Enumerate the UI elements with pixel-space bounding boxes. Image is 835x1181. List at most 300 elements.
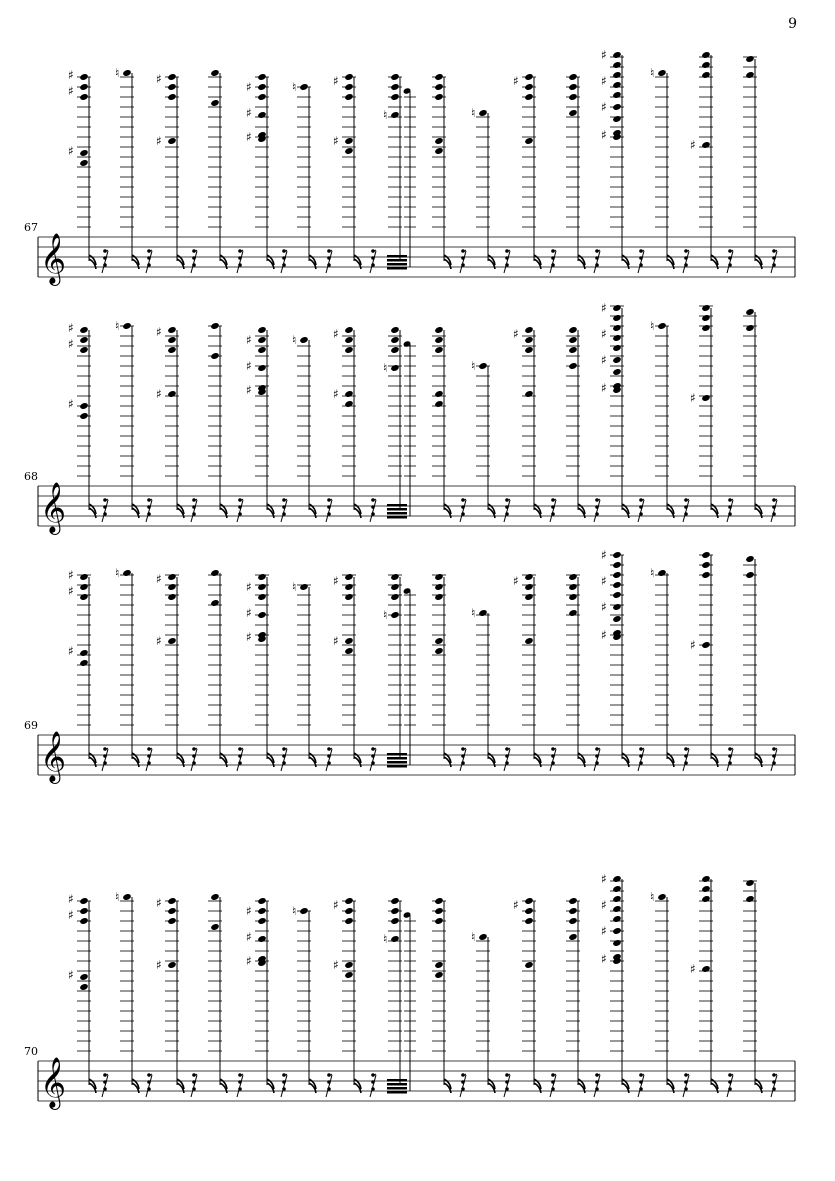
notehead bbox=[257, 93, 266, 101]
notehead bbox=[745, 555, 754, 563]
notehead bbox=[299, 583, 308, 591]
rest-stem bbox=[237, 500, 243, 522]
sharp-accidental: ♯ bbox=[601, 628, 607, 642]
notehead bbox=[745, 55, 754, 63]
notehead bbox=[478, 109, 487, 117]
chord bbox=[115, 566, 139, 767]
notehead bbox=[344, 147, 353, 155]
beam bbox=[387, 1079, 407, 1082]
notehead bbox=[612, 615, 621, 623]
notehead bbox=[612, 61, 621, 69]
notehead bbox=[257, 336, 266, 344]
notehead bbox=[167, 346, 176, 354]
notehead bbox=[167, 336, 176, 344]
chord bbox=[566, 897, 585, 1093]
notehead bbox=[524, 336, 533, 344]
rest-stem bbox=[550, 500, 556, 522]
chord bbox=[471, 606, 495, 767]
treble-clef: 𝄞 bbox=[40, 233, 67, 284]
chord bbox=[292, 580, 316, 767]
notehead bbox=[79, 973, 88, 981]
notehead bbox=[524, 326, 533, 334]
notehead bbox=[478, 362, 487, 370]
sharp-accidental: ♯ bbox=[246, 106, 252, 120]
notehead bbox=[434, 346, 443, 354]
beam bbox=[387, 259, 407, 262]
notehead bbox=[434, 147, 443, 155]
chord bbox=[432, 897, 451, 1093]
beam bbox=[387, 263, 407, 266]
sharp-accidental: ♯ bbox=[333, 387, 339, 401]
rest-stem bbox=[727, 749, 733, 771]
notehead bbox=[167, 93, 176, 101]
notehead bbox=[701, 71, 710, 79]
systems-group bbox=[24, 48, 795, 1110]
sharp-accidental: ♯ bbox=[690, 962, 696, 976]
notehead bbox=[299, 83, 308, 91]
sharp-accidental: ♯ bbox=[513, 327, 519, 341]
notehead bbox=[344, 390, 353, 398]
notehead bbox=[257, 593, 266, 601]
notehead bbox=[257, 326, 266, 334]
notehead bbox=[612, 71, 621, 79]
notehead bbox=[257, 364, 266, 372]
notehead bbox=[568, 573, 577, 581]
rest bbox=[504, 498, 510, 522]
notehead bbox=[612, 571, 621, 579]
rest-stem bbox=[146, 251, 152, 273]
chord bbox=[333, 326, 361, 518]
notehead bbox=[344, 93, 353, 101]
rest bbox=[683, 1073, 689, 1097]
rest-stem bbox=[237, 251, 243, 273]
sharp-accidental: ♯ bbox=[690, 138, 696, 152]
beam bbox=[387, 1083, 407, 1086]
notehead bbox=[524, 593, 533, 601]
rest-stem bbox=[370, 1075, 376, 1097]
rest bbox=[638, 249, 644, 273]
chord bbox=[333, 573, 361, 767]
sharp-accidental: ♯ bbox=[690, 391, 696, 405]
rest-stem bbox=[638, 500, 644, 522]
sharp-accidental: ♯ bbox=[601, 600, 607, 614]
chord bbox=[246, 897, 274, 1093]
notehead bbox=[612, 561, 621, 569]
notehead bbox=[344, 897, 353, 905]
natural-accidental: ♮ bbox=[471, 606, 476, 620]
chord bbox=[513, 573, 541, 767]
rest bbox=[102, 498, 108, 522]
chord bbox=[246, 73, 274, 269]
notehead bbox=[79, 897, 88, 905]
rest-stem bbox=[594, 251, 600, 273]
chord bbox=[513, 326, 541, 518]
notehead bbox=[434, 93, 443, 101]
rest bbox=[460, 1073, 466, 1097]
notehead bbox=[390, 907, 399, 915]
notehead bbox=[701, 561, 710, 569]
rest bbox=[683, 498, 689, 522]
notehead bbox=[257, 111, 266, 119]
notehead bbox=[612, 115, 621, 123]
natural-accidental: ♮ bbox=[650, 890, 655, 904]
chord bbox=[383, 897, 416, 1093]
notehead bbox=[257, 907, 266, 915]
chord bbox=[513, 73, 541, 269]
rest-stem bbox=[727, 251, 733, 273]
notehead bbox=[390, 917, 399, 925]
rest bbox=[550, 747, 556, 771]
notehead bbox=[210, 599, 219, 607]
notehead bbox=[701, 394, 710, 402]
rest-stem bbox=[146, 1075, 152, 1097]
rest-stem bbox=[594, 749, 600, 771]
chord bbox=[115, 66, 139, 269]
notehead bbox=[745, 71, 754, 79]
rest-stem bbox=[102, 500, 108, 522]
sharp-accidental: ♯ bbox=[601, 898, 607, 912]
rest bbox=[771, 1073, 777, 1097]
sharp-accidental: ♯ bbox=[156, 325, 162, 339]
rest-stem bbox=[326, 1075, 332, 1097]
rest-stem bbox=[683, 500, 689, 522]
rest bbox=[237, 498, 243, 522]
rest-stem bbox=[727, 1075, 733, 1097]
notehead bbox=[701, 895, 710, 903]
rest bbox=[638, 747, 644, 771]
notehead bbox=[390, 573, 399, 581]
sharp-accidental: ♯ bbox=[246, 80, 252, 94]
notehead bbox=[434, 961, 443, 969]
notehead bbox=[524, 346, 533, 354]
notehead bbox=[568, 583, 577, 591]
notehead bbox=[167, 73, 176, 81]
rest-stem bbox=[326, 251, 332, 273]
sharp-accidental: ♯ bbox=[156, 134, 162, 148]
notehead bbox=[79, 159, 88, 167]
notehead bbox=[122, 569, 131, 577]
sharp-accidental: ♯ bbox=[513, 574, 519, 588]
notehead bbox=[257, 573, 266, 581]
sharp-accidental: ♯ bbox=[246, 333, 252, 347]
rest bbox=[237, 1073, 243, 1097]
rest-stem bbox=[281, 1075, 287, 1097]
notehead bbox=[612, 885, 621, 893]
rest-stem bbox=[460, 500, 466, 522]
rest bbox=[281, 1073, 287, 1097]
notehead bbox=[167, 83, 176, 91]
chord bbox=[208, 322, 227, 518]
rest-stem bbox=[638, 749, 644, 771]
natural-accidental: ♮ bbox=[650, 566, 655, 580]
beam bbox=[387, 267, 407, 270]
rest bbox=[550, 498, 556, 522]
notehead bbox=[122, 322, 131, 330]
chord bbox=[68, 68, 96, 269]
notehead bbox=[612, 581, 621, 589]
treble-clef: 𝄞 bbox=[40, 731, 67, 782]
notehead bbox=[79, 907, 88, 915]
notehead bbox=[657, 569, 666, 577]
beam bbox=[387, 255, 407, 258]
notehead bbox=[657, 69, 666, 77]
sharp-accidental: ♯ bbox=[68, 144, 74, 158]
natural-accidental: ♮ bbox=[471, 106, 476, 120]
notehead bbox=[568, 362, 577, 370]
sharp-accidental: ♯ bbox=[246, 383, 252, 397]
sharp-accidental: ♯ bbox=[601, 301, 607, 315]
rest-stem bbox=[370, 251, 376, 273]
rest-stem bbox=[460, 749, 466, 771]
notehead bbox=[210, 99, 219, 107]
notehead bbox=[745, 571, 754, 579]
rest-stem bbox=[237, 749, 243, 771]
notehead bbox=[701, 641, 710, 649]
notehead bbox=[344, 326, 353, 334]
notehead bbox=[434, 390, 443, 398]
notehead bbox=[257, 73, 266, 81]
rest-stem bbox=[550, 749, 556, 771]
sharp-accidental: ♯ bbox=[68, 584, 74, 598]
notehead bbox=[79, 917, 88, 925]
page-number: 9 bbox=[788, 16, 797, 32]
notehead bbox=[79, 659, 88, 667]
chord bbox=[566, 73, 585, 269]
sharp-accidental: ♯ bbox=[513, 74, 519, 88]
sharp-accidental: ♯ bbox=[601, 381, 607, 395]
notehead bbox=[344, 83, 353, 91]
natural-accidental: ♮ bbox=[115, 890, 120, 904]
notehead bbox=[612, 603, 621, 611]
chord bbox=[383, 73, 416, 269]
notehead bbox=[167, 390, 176, 398]
notehead bbox=[701, 51, 710, 59]
rest bbox=[146, 249, 152, 273]
notehead bbox=[434, 583, 443, 591]
sharp-accidental: ♯ bbox=[68, 68, 74, 82]
notehead bbox=[79, 83, 88, 91]
notehead bbox=[344, 583, 353, 591]
notehead bbox=[524, 573, 533, 581]
beam bbox=[387, 757, 407, 760]
rest-stem bbox=[504, 500, 510, 522]
sharp-accidental: ♯ bbox=[246, 580, 252, 594]
rest bbox=[460, 249, 466, 273]
rest bbox=[102, 1073, 108, 1097]
notehead bbox=[344, 971, 353, 979]
notehead bbox=[612, 334, 621, 342]
notehead bbox=[79, 583, 88, 591]
notehead bbox=[344, 647, 353, 655]
chord bbox=[566, 573, 585, 767]
rest bbox=[326, 249, 332, 273]
rest bbox=[191, 249, 197, 273]
sharp-accidental: ♯ bbox=[601, 574, 607, 588]
notehead bbox=[701, 551, 710, 559]
notehead bbox=[701, 61, 710, 69]
notehead bbox=[524, 961, 533, 969]
notehead bbox=[167, 917, 176, 925]
rest bbox=[191, 1073, 197, 1097]
sharp-accidental: ♯ bbox=[333, 327, 339, 341]
notehead bbox=[299, 907, 308, 915]
notehead bbox=[122, 69, 131, 77]
rest-stem bbox=[594, 1075, 600, 1097]
notehead bbox=[612, 875, 621, 883]
notehead bbox=[524, 390, 533, 398]
notehead bbox=[79, 402, 88, 410]
notehead bbox=[79, 336, 88, 344]
notehead bbox=[612, 368, 621, 376]
notehead bbox=[167, 326, 176, 334]
notehead bbox=[210, 352, 219, 360]
rest bbox=[771, 498, 777, 522]
natural-accidental: ♮ bbox=[292, 580, 297, 594]
rest bbox=[504, 249, 510, 273]
notehead bbox=[612, 81, 621, 89]
chord bbox=[156, 572, 184, 767]
notehead bbox=[257, 83, 266, 91]
notehead bbox=[434, 83, 443, 91]
notehead bbox=[612, 939, 621, 947]
beam bbox=[387, 765, 407, 768]
notehead bbox=[167, 583, 176, 591]
rest bbox=[326, 747, 332, 771]
rest bbox=[594, 1073, 600, 1097]
notehead bbox=[701, 304, 710, 312]
notehead bbox=[568, 609, 577, 617]
notehead bbox=[568, 83, 577, 91]
notehead bbox=[344, 137, 353, 145]
notehead bbox=[568, 109, 577, 117]
chord bbox=[156, 325, 184, 518]
sharp-accidental: ♯ bbox=[601, 353, 607, 367]
notehead bbox=[612, 927, 621, 935]
rest-stem bbox=[191, 500, 197, 522]
notehead bbox=[344, 637, 353, 645]
sharp-accidental: ♯ bbox=[68, 397, 74, 411]
sharp-accidental: ♯ bbox=[68, 892, 74, 906]
notehead bbox=[701, 875, 710, 883]
notehead bbox=[568, 336, 577, 344]
rest bbox=[771, 747, 777, 771]
natural-accidental: ♮ bbox=[292, 333, 297, 347]
sharp-accidental: ♯ bbox=[68, 908, 74, 922]
chord bbox=[156, 896, 184, 1093]
notehead bbox=[701, 885, 710, 893]
system bbox=[24, 48, 795, 286]
rest bbox=[281, 747, 287, 771]
sharp-accidental: ♯ bbox=[246, 606, 252, 620]
chord bbox=[208, 69, 227, 269]
notehead bbox=[344, 961, 353, 969]
natural-accidental: ♮ bbox=[650, 66, 655, 80]
notehead bbox=[390, 611, 399, 619]
sharp-accidental: ♯ bbox=[246, 630, 252, 644]
notehead bbox=[390, 83, 399, 91]
chord bbox=[208, 569, 227, 767]
rest-stem bbox=[550, 1075, 556, 1097]
sharp-accidental: ♯ bbox=[333, 958, 339, 972]
rest-stem bbox=[460, 251, 466, 273]
sharp-accidental: ♯ bbox=[333, 74, 339, 88]
rest bbox=[594, 747, 600, 771]
notehead bbox=[434, 971, 443, 979]
rest bbox=[727, 249, 733, 273]
notehead bbox=[167, 137, 176, 145]
chord bbox=[156, 72, 184, 269]
rest-stem bbox=[727, 500, 733, 522]
sharp-accidental: ♯ bbox=[68, 84, 74, 98]
rest bbox=[326, 1073, 332, 1097]
notehead bbox=[257, 917, 266, 925]
notehead bbox=[344, 73, 353, 81]
rest-stem bbox=[771, 1075, 777, 1097]
notehead bbox=[568, 917, 577, 925]
notehead bbox=[524, 907, 533, 915]
notehead bbox=[257, 935, 266, 943]
notehead bbox=[434, 593, 443, 601]
rest bbox=[237, 747, 243, 771]
notehead bbox=[434, 400, 443, 408]
natural-accidental: ♮ bbox=[650, 319, 655, 333]
chord bbox=[601, 548, 629, 767]
notehead bbox=[79, 593, 88, 601]
chord bbox=[432, 73, 451, 269]
beam bbox=[387, 761, 407, 764]
notehead bbox=[122, 893, 131, 901]
notehead bbox=[701, 571, 710, 579]
notehead bbox=[612, 324, 621, 332]
rest-stem bbox=[370, 749, 376, 771]
rest-stem bbox=[504, 1075, 510, 1097]
sharp-accidental: ♯ bbox=[601, 74, 607, 88]
sharp-accidental: ♯ bbox=[156, 572, 162, 586]
notehead bbox=[524, 897, 533, 905]
rest-stem bbox=[191, 749, 197, 771]
notehead bbox=[344, 336, 353, 344]
notehead bbox=[167, 907, 176, 915]
chord bbox=[471, 106, 495, 269]
rest-stem bbox=[460, 1075, 466, 1097]
notehead bbox=[568, 93, 577, 101]
notehead bbox=[701, 324, 710, 332]
natural-accidental: ♮ bbox=[292, 80, 297, 94]
rest-stem bbox=[504, 749, 510, 771]
notehead bbox=[612, 51, 621, 59]
rest bbox=[326, 498, 332, 522]
chord bbox=[743, 308, 762, 518]
sharp-accidental: ♯ bbox=[333, 898, 339, 912]
measure-number: 68 bbox=[24, 470, 38, 483]
rest bbox=[146, 747, 152, 771]
rest bbox=[771, 249, 777, 273]
beam bbox=[387, 504, 407, 507]
notehead bbox=[390, 93, 399, 101]
chord bbox=[208, 893, 227, 1093]
natural-accidental: ♮ bbox=[471, 930, 476, 944]
rest bbox=[281, 498, 287, 522]
notehead bbox=[524, 917, 533, 925]
notehead bbox=[390, 73, 399, 81]
notehead bbox=[257, 611, 266, 619]
beam bbox=[387, 516, 407, 519]
notehead bbox=[745, 879, 754, 887]
rest bbox=[191, 498, 197, 522]
rest bbox=[594, 249, 600, 273]
rest-stem bbox=[102, 251, 108, 273]
notehead bbox=[434, 137, 443, 145]
